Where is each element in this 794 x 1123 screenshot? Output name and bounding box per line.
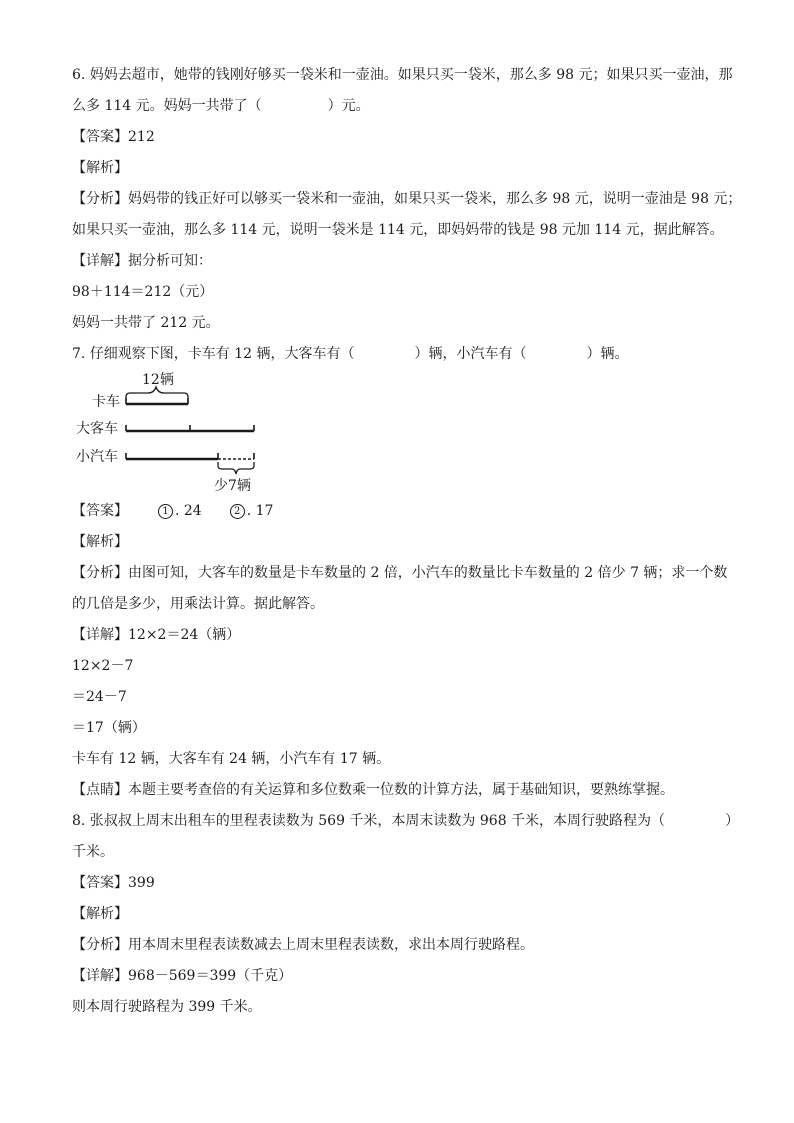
- q7-fenxi-text1: 由图可知，大客车的数量是卡车数量的 2 倍，小汽车的数量比卡车数量的 2 倍少 7 辆；求一个数: [128, 565, 728, 581]
- q7-fenxi-tag: 【分析】: [72, 565, 128, 581]
- q8-answer: [72, 868, 732, 899]
- q7-fenxi-line1: [72, 558, 732, 589]
- q7-calc-3: ＝24－7: [72, 689, 127, 705]
- q7-stem-a: 7. 仔细观察下图，卡车有 12 辆，大客车有（: [72, 346, 355, 362]
- q8-stem-text: 8. 张叔叔上周末出租车的里程表读数为 569 千米，本周末读数为 968 千米，本周行驶路程为（: [72, 813, 666, 829]
- q6-detail-text: 据分析可知：: [128, 253, 212, 269]
- bottom-brace-label: 少7辆: [214, 478, 251, 494]
- q6-answer-value: 212: [128, 129, 155, 145]
- q8-calc: 968－569＝399（千克）: [128, 968, 293, 984]
- q7-stem-b: ）辆，小汽车有（: [414, 346, 527, 362]
- q6-stem-line2: [72, 91, 732, 122]
- q8-stem-line1: [72, 806, 740, 837]
- q7-calc-4: ＝17（辆）: [72, 720, 146, 736]
- q6-stem-line1: 6. 妈妈去超市，她带的钱刚好够买一袋米和一壶油。如果只买一袋米，那么多 98 元；如果只买一壶油，那: [72, 67, 733, 83]
- q7-jiexi-tag: 【解析】: [72, 534, 128, 550]
- bottom-brace: [218, 462, 254, 474]
- q6-fenxi-tag: 【分析】: [72, 191, 128, 207]
- q8-answer-value: 399: [128, 875, 155, 891]
- q7-line-diagram: [72, 370, 732, 496]
- q6-answer: [72, 122, 732, 153]
- q8-detail: [72, 961, 732, 992]
- q7-detail-tag: 【详解】: [72, 627, 128, 643]
- q7-answer: [72, 496, 732, 527]
- q7-fenxi-line2: 的几倍是多少，用乘法计算。据此解答。: [72, 596, 324, 612]
- q7-diagram-svg: [72, 370, 272, 496]
- q7-dianjing-text: 本题主要考查倍的有关运算和多位数乘一位数的计算方法，属于基础知识，要熟练掌握。: [128, 782, 674, 798]
- q8-jiexi-tag: 【解析】: [72, 906, 128, 922]
- q6-answer-tag: 【答案】: [72, 129, 128, 145]
- q6-stem-text: 么多 114 元。妈妈一共带了（: [72, 98, 262, 114]
- top-brace: [126, 387, 188, 401]
- q7-answer-1: . 24: [175, 503, 202, 519]
- q7-answer-tag: 【答案】: [72, 503, 128, 519]
- q8-stem-tail: ）: [725, 813, 740, 829]
- q7-calc-1: 12×2＝24（辆）: [128, 627, 241, 643]
- q6-fenxi-line1: [72, 184, 742, 215]
- q7-stem-c: ）辆。: [586, 346, 629, 362]
- document-page: [72, 60, 742, 1023]
- row-label-car: 小汽车: [76, 449, 118, 465]
- q6-calc: 98＋114＝212（元）: [72, 284, 214, 300]
- q6-stem-tail: ）元。: [327, 98, 370, 114]
- q6-conclusion: 妈妈一共带了 212 元。: [72, 315, 220, 331]
- circled-number-1: 1: [158, 504, 173, 519]
- q8-answer-tag: 【答案】: [72, 875, 128, 891]
- top-brace-label: 12辆: [142, 372, 174, 388]
- q7-answer-2: . 17: [246, 503, 274, 519]
- q8-fenxi-tag: 【分析】: [72, 937, 128, 953]
- q7-calc-2: 12×2－7: [72, 658, 134, 674]
- q7-conclusion: 卡车有 12 辆，大客车有 24 辆，小汽车有 17 辆。: [72, 751, 391, 767]
- q8-fenxi-text: 用本周末里程表读数减去上周末里程表读数，求出本周行驶路程。: [128, 937, 534, 953]
- q7-stem: [72, 339, 732, 370]
- q8-conclusion: 则本周行驶路程为 399 千米。: [72, 999, 262, 1015]
- q8-fenxi: [72, 930, 732, 961]
- q7-dianjing: [72, 775, 732, 806]
- row-label-bus: 大客车: [76, 421, 118, 437]
- q7-dianjing-tag: 【点睛】: [72, 782, 128, 798]
- q8-detail-tag: 【详解】: [72, 968, 128, 984]
- circled-number-2: 2: [230, 504, 245, 519]
- q6-fenxi-line2: 如果只买一壶油，那么多 114 元，说明一袋米是 114 元，即妈妈带的钱是 98 元加 114 元，据此解答。: [72, 222, 724, 238]
- q6-jiexi-tag: 【解析】: [72, 160, 128, 176]
- q6-fenxi-text1: 妈妈带的钱正好可以够买一袋米和一壶油，如果只买一袋米，那么多 98 元，说明一壶油是 98 元；: [128, 191, 742, 207]
- q6-detail: [72, 246, 732, 277]
- q6-detail-tag: 【详解】: [72, 253, 128, 269]
- q8-stem-line2: 千米。: [72, 844, 114, 860]
- q7-detail: [72, 620, 732, 651]
- row-label-truck: 卡车: [92, 394, 120, 410]
